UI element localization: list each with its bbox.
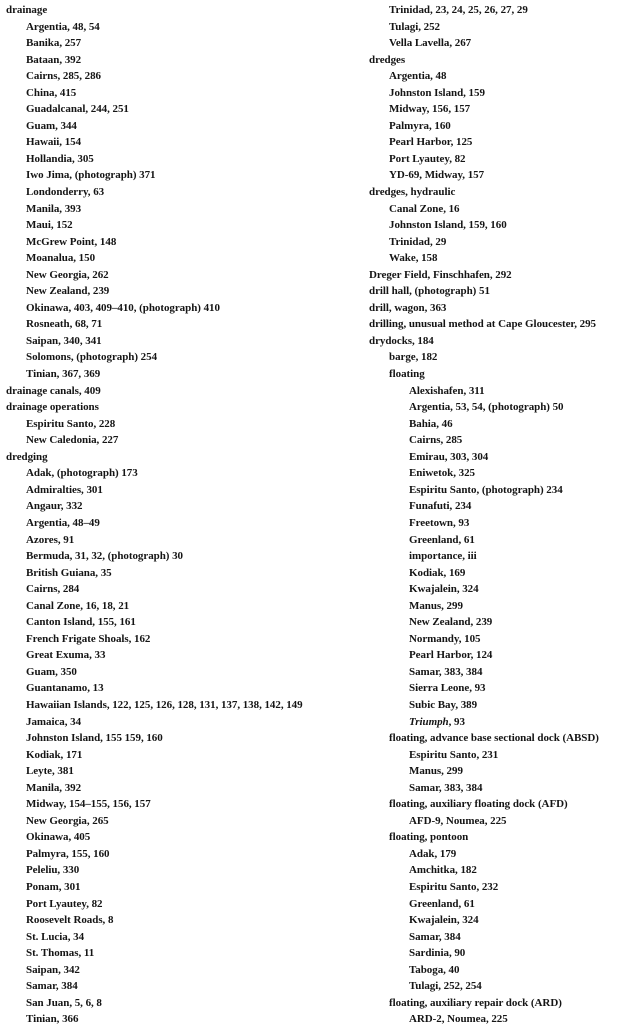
index-subsubentry: [369, 680, 637, 697]
entry-text: Johnston Island, 159, 160: [389, 219, 507, 232]
index-subentry: [6, 565, 324, 582]
entry-text: Taboga, 40: [409, 963, 460, 976]
entry-text: Okinawa, 403, 409–410, (photograph) 410: [26, 301, 220, 314]
entry-text: importance, iii: [409, 550, 477, 563]
entry-text: Saipan, 340, 341: [26, 334, 102, 347]
index-subsubentry: [369, 515, 637, 532]
entry-text: Espiritu Santo, 232: [409, 880, 499, 893]
entry-text: Hawaiian Islands, 122, 125, 126, 128, 131, 137, 138, 142, 149: [26, 698, 303, 711]
entry-text: Peleliu, 330: [26, 864, 80, 877]
index-subsubentry: [369, 565, 637, 582]
index-subentry: [6, 548, 324, 565]
entry-text: Cairns, 285: [409, 434, 463, 447]
index-subentry: [6, 68, 324, 85]
entry-text: New Georgia, 262: [26, 268, 109, 281]
index-subsubentry: [369, 945, 637, 962]
entry-text: Okinawa, 405: [26, 831, 91, 844]
entry-text: Midway, 154–155, 156, 157: [26, 798, 151, 811]
index-subsubentry: [369, 548, 637, 565]
index-subsubentry: [369, 978, 637, 995]
index-subsubentry: [369, 498, 637, 515]
entry-text: Johnston Island, 155 159, 160: [26, 732, 163, 745]
index-subsubentry: [369, 879, 637, 896]
index-subsubentry: [369, 763, 637, 780]
index-subentry: [369, 2, 637, 19]
index-heading: [369, 52, 637, 69]
index-subentry: [6, 151, 324, 168]
index-subsubentry: [369, 747, 637, 764]
entry-text: New Caledonia, 227: [26, 434, 119, 447]
entry-text: Manus, 299: [409, 599, 463, 612]
index-subentry: [6, 283, 324, 300]
entry-text: Funafuti, 234: [409, 500, 472, 513]
entry-text: drainage: [6, 4, 48, 16]
entry-text: Subic Bay, 389: [409, 698, 478, 711]
entry-text: Triumph: [409, 715, 449, 728]
entry-text: Saipan, 342: [26, 963, 80, 976]
index-subsubentry: [369, 432, 637, 449]
entry-text: Kodiak, 169: [409, 566, 466, 579]
entry-text: Bataan, 392: [26, 53, 82, 66]
entry-text: Guam, 350: [26, 665, 77, 678]
index-subsubentry: [369, 714, 637, 731]
entry-text: Leyte, 381: [26, 765, 74, 778]
index-heading: [6, 2, 324, 19]
entry-text: dredges: [369, 53, 406, 66]
index-subentry: [369, 85, 637, 102]
entry-text: Espiritu Santo, 231: [409, 748, 499, 761]
index-subentry: [6, 234, 324, 251]
entry-text: Adak, 179: [409, 847, 457, 860]
entry-text: drainage canals, 409: [6, 384, 101, 397]
entry-text: Cairns, 285, 286: [26, 70, 101, 83]
entry-text: McGrew Point, 148: [26, 235, 117, 248]
index-subentry: [6, 432, 324, 449]
entry-text: Espiritu Santo, (photograph) 234: [409, 483, 563, 496]
entry-text: Wake, 158: [389, 252, 438, 265]
entry-text: Canal Zone, 16: [389, 202, 460, 215]
index-heading: [369, 333, 637, 350]
index-subsubentry: [369, 532, 637, 549]
entry-text: Sierra Leone, 93: [409, 682, 486, 695]
entry-text: Moanalua, 150: [26, 252, 96, 265]
entry-text: New Zealand, 239: [409, 616, 493, 629]
entry-text: China, 415: [26, 86, 77, 99]
entry-text: barge, 182: [389, 351, 438, 364]
index-subentry: [6, 829, 324, 846]
index-subsubentry: [369, 697, 637, 714]
entry-text: Eniwetok, 325: [409, 467, 475, 480]
entry-text: floating: [389, 368, 425, 381]
index-subentry: [6, 333, 324, 350]
index-subentry: [6, 747, 324, 764]
index-subentry: [6, 532, 324, 549]
index-heading: [369, 300, 637, 317]
entry-text: Tinian, 367, 369: [26, 368, 101, 381]
index-subentry: [6, 366, 324, 383]
index-subentry: [6, 465, 324, 482]
index-subentry: [6, 862, 324, 879]
index-subentry: [6, 267, 324, 284]
entry-text: drainage operations: [6, 401, 99, 414]
index-subentry: [6, 714, 324, 731]
entry-text: Guantanamo, 13: [26, 682, 104, 695]
entry-text: ARD-2, Noumea, 225: [409, 1013, 508, 1026]
index-subsubentry: [369, 482, 637, 499]
index-subentry: [369, 201, 637, 218]
entry-text: Palmyra, 155, 160: [26, 847, 110, 860]
index-subentry: [6, 631, 324, 648]
entry-text: Sardinia, 90: [409, 947, 466, 960]
entry-text: Manus, 299: [409, 765, 463, 778]
entry-text: Trinidad, 23, 24, 25, 26, 27, 29: [389, 4, 528, 16]
entry-text: Midway, 156, 157: [389, 103, 471, 116]
index-heading: [369, 316, 637, 333]
index-subentry: [6, 912, 324, 929]
entry-text: Maui, 152: [26, 219, 73, 232]
index-subsubentry: [369, 929, 637, 946]
entry-text: Espiritu Santo, 228: [26, 417, 116, 430]
index-subentry: [6, 498, 324, 515]
entry-text: floating, auxiliary repair dock (ARD): [389, 996, 562, 1009]
entry-text: Palmyra, 160: [389, 119, 451, 132]
index-subentry: [6, 482, 324, 499]
entry-text: Kodiak, 171: [26, 748, 83, 761]
entry-text: Alexishafen, 311: [409, 384, 485, 397]
entry-text: Argentia, 53, 54, (photograph) 50: [409, 401, 564, 414]
entry-text: Tulagi, 252, 254: [409, 980, 482, 993]
index-subentry: [6, 201, 324, 218]
index-subsubentry: [369, 631, 637, 648]
entry-text: floating, auxiliary floating dock (AFD): [389, 798, 568, 811]
entry-text: Manila, 393: [26, 202, 82, 215]
entry-text: Adak, (photograph) 173: [26, 467, 138, 480]
index-subentry: [6, 647, 324, 664]
entry-text: Greenland, 61: [409, 533, 475, 546]
index-subentry: [6, 52, 324, 69]
index-column-left: [6, 2, 324, 1028]
entry-text: Jamaica, 34: [26, 715, 82, 728]
index-heading: [369, 267, 637, 284]
index-subentry: [6, 217, 324, 234]
entry-text: Vella Lavella, 267: [389, 37, 472, 50]
index-subentry: [369, 151, 637, 168]
index-subentry: [369, 217, 637, 234]
index-heading: [369, 283, 637, 300]
entry-text: Johnston Island, 159: [389, 86, 485, 99]
entry-text: dredging: [6, 450, 48, 463]
index-subsubentry: [369, 581, 637, 598]
entry-text: Guadalcanal, 244, 251: [26, 103, 129, 116]
index-subsubentry: [369, 912, 637, 929]
entry-text: Rosneath, 68, 71: [26, 318, 103, 331]
index-subsubentry: [369, 416, 637, 433]
index-subentry: [6, 896, 324, 913]
entry-text: Angaur, 332: [26, 500, 83, 513]
entry-text: Amchitka, 182: [409, 864, 477, 877]
entry-text: drill hall, (photograph) 51: [369, 285, 490, 298]
entry-text: Pearl Harbor, 125: [389, 136, 473, 149]
index-subentry: [6, 680, 324, 697]
index-subentry: [6, 614, 324, 631]
entry-text: Great Exuma, 33: [26, 649, 106, 662]
index-subentry: [6, 85, 324, 102]
index-subentry: [6, 879, 324, 896]
entry-text: New Zealand, 239: [26, 285, 110, 298]
index-subentry: [6, 316, 324, 333]
entry-text: Argentia, 48, 54: [26, 20, 100, 33]
entry-text: St. Thomas, 11: [26, 947, 95, 960]
entry-text: Kwajalein, 324: [409, 914, 479, 927]
entry-text: floating, advance base sectional dock (ABSD): [389, 732, 599, 745]
index-subentry: [369, 730, 637, 747]
entry-text: Banika, 257: [26, 37, 82, 50]
index-heading: [6, 383, 324, 400]
entry-text: Greenland, 61: [409, 897, 475, 910]
entry-text: Normandy, 105: [409, 632, 481, 645]
entry-text: Londonderry, 63: [26, 186, 105, 199]
index-subentry: [369, 250, 637, 267]
entry-text: Hawaii, 154: [26, 136, 82, 149]
index-subentry: [6, 664, 324, 681]
index-subentry: [369, 234, 637, 251]
index-subsubentry: [369, 465, 637, 482]
entry-text: YD-69, Midway, 157: [389, 169, 485, 182]
entry-text: Admiralties, 301: [26, 483, 103, 496]
entry-text: Roosevelt Roads, 8: [26, 914, 114, 927]
index-subentry: [369, 349, 637, 366]
index-subsubentry: [369, 647, 637, 664]
index-subentry: [6, 796, 324, 813]
entry-text: Trinidad, 29: [389, 235, 447, 248]
index-subentry: [6, 515, 324, 532]
index-subentry: [6, 929, 324, 946]
entry-text: Samar, 384: [409, 930, 461, 943]
index-subentry: [369, 167, 637, 184]
index-subentry: [6, 962, 324, 979]
entry-text: Argentia, 48–49: [26, 516, 100, 529]
index-subentry: [369, 118, 637, 135]
entry-text: Port Lyautey, 82: [26, 897, 103, 910]
index-subentry: [6, 945, 324, 962]
entry-text: Tulagi, 252: [389, 20, 441, 33]
index-subsubentry: [369, 383, 637, 400]
index-subsubentry: [369, 399, 637, 416]
entry-text: Freetown, 93: [409, 516, 470, 529]
index-subentry: [6, 730, 324, 747]
index-subentry: [6, 349, 324, 366]
entry-text: Canton Island, 155, 161: [26, 616, 136, 629]
index-subsubentry: [369, 896, 637, 913]
index-subsubentry: [369, 846, 637, 863]
entry-text: drill, wagon, 363: [369, 301, 447, 314]
entry-text: Bahia, 46: [409, 417, 453, 430]
index-subentry: [369, 366, 637, 383]
index-subentry: [6, 780, 324, 797]
entry-text: Samar, 383, 384: [409, 665, 483, 678]
index-subsubentry: [369, 1011, 637, 1028]
entry-text: British Guiana, 35: [26, 566, 112, 579]
index-subsubentry: [369, 962, 637, 979]
entry-text: Manila, 392: [26, 781, 82, 794]
index-subentry: [369, 101, 637, 118]
entry-text: Solomons, (photograph) 254: [26, 351, 158, 364]
index-subentry: [6, 35, 324, 52]
index-subentry: [6, 763, 324, 780]
entry-text: dredges, hydraulic: [369, 186, 456, 199]
index-subsubentry: [369, 813, 637, 830]
entry-text: San Juan, 5, 6, 8: [26, 996, 102, 1009]
index-heading: [6, 399, 324, 416]
index-subentry: [6, 598, 324, 615]
index-subentry: [6, 813, 324, 830]
index-subentry: [369, 134, 637, 151]
index-subentry: [6, 184, 324, 201]
index-subentry: [369, 829, 637, 846]
index-subentry: [6, 978, 324, 995]
index-heading: [369, 184, 637, 201]
entry-text: St. Lucia, 34: [26, 930, 85, 943]
index-subentry: [369, 35, 637, 52]
entry-text: Tinian, 366: [26, 1013, 79, 1026]
index-subsubentry: [369, 664, 637, 681]
index-heading: [6, 449, 324, 466]
index-subentry: [6, 416, 324, 433]
index-subentry: [6, 19, 324, 36]
entry-text: Cairns, 284: [26, 583, 80, 596]
index-subsubentry: [369, 862, 637, 879]
index-subentry: [6, 697, 324, 714]
index-column-right: [369, 2, 637, 1028]
index-subentry: [6, 300, 324, 317]
index-subentry: [6, 250, 324, 267]
entry-text: drilling, unusual method at Cape Gloucester, 295: [369, 318, 596, 331]
entry-text: Guam, 344: [26, 119, 77, 132]
index-subsubentry: [369, 449, 637, 466]
entry-text: Port Lyautey, 82: [389, 152, 466, 165]
entry-text: Ponam, 301: [26, 880, 81, 893]
index-subentry: [369, 68, 637, 85]
index-subentry: [6, 118, 324, 135]
entry-text: AFD-9, Noumea, 225: [409, 814, 507, 827]
entry-text: French Frigate Shoals, 162: [26, 632, 151, 645]
entry-text: floating, pontoon: [389, 831, 469, 844]
index-subentry: [6, 167, 324, 184]
index-subentry: [6, 995, 324, 1012]
entry-text: Samar, 383, 384: [409, 781, 483, 794]
index-subentry: [6, 581, 324, 598]
index-subentry: [6, 846, 324, 863]
entry-text: Samar, 384: [26, 980, 78, 993]
index-subentry: [369, 796, 637, 813]
entry-text: Bermuda, 31, 32, (photograph) 30: [26, 550, 183, 563]
entry-text: Argentia, 48: [389, 70, 447, 83]
entry-text: New Georgia, 265: [26, 814, 109, 827]
entry-text: drydocks, 184: [369, 334, 434, 347]
index-subentry: [6, 101, 324, 118]
entry-text: Canal Zone, 16, 18, 21: [26, 599, 130, 612]
index-subsubentry: [369, 614, 637, 631]
entry-text: Pearl Harbor, 124: [409, 649, 493, 662]
entry-text: Hollandia, 305: [26, 152, 94, 165]
entry-text: Kwajalein, 324: [409, 583, 479, 596]
index-subentry: [6, 1011, 324, 1028]
entry-text: Iwo Jima, (photograph) 371: [26, 169, 156, 182]
index-subentry: [6, 134, 324, 151]
entry-text: Emirau, 303, 304: [409, 450, 489, 463]
entry-text: Dreger Field, Finschhafen, 292: [369, 268, 512, 281]
index-subsubentry: [369, 780, 637, 797]
index-subsubentry: [369, 598, 637, 615]
entry-suffix: , 93: [448, 715, 465, 728]
index-subentry: [369, 19, 637, 36]
entry-text: Azores, 91: [26, 533, 75, 546]
index-subentry: [369, 995, 637, 1012]
